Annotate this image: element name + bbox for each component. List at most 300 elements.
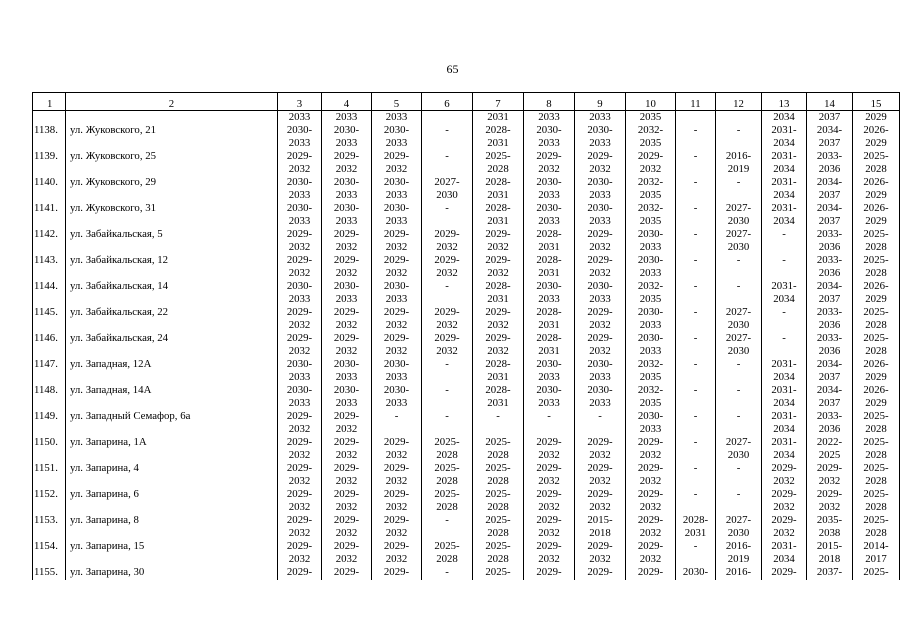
column-header: 14 bbox=[807, 93, 853, 111]
table-cell: 2026- 2029 bbox=[853, 124, 900, 150]
column-header: 1 bbox=[33, 93, 66, 111]
column-header: 12 bbox=[716, 93, 762, 111]
table-row bbox=[33, 176, 900, 202]
row-number: 1141. bbox=[33, 202, 66, 228]
table-row bbox=[33, 488, 900, 514]
table-cell: 2033 bbox=[575, 111, 626, 125]
table-row bbox=[33, 358, 900, 384]
table-cell: 2026- 2029 bbox=[853, 384, 900, 410]
table-cell bbox=[716, 111, 762, 125]
table-cell: 2029- 2032 bbox=[762, 514, 807, 540]
table-cell: 2025- 2028 bbox=[853, 436, 900, 462]
row-number: 1152. bbox=[33, 488, 66, 514]
row-number: 1142. bbox=[33, 228, 66, 254]
table-cell: - bbox=[716, 176, 762, 202]
table-cell: 2029- 2032 bbox=[322, 254, 372, 280]
row-number: 1146. bbox=[33, 332, 66, 358]
table-cell: - bbox=[676, 462, 716, 488]
row-address: ул. Запарина, 8 bbox=[66, 514, 278, 540]
table-cell: 2029- 2032 bbox=[575, 462, 626, 488]
row-address: ул. Запарина, 1А bbox=[66, 436, 278, 462]
table-cell: 2030- 2033 bbox=[575, 202, 626, 228]
table-cell: 2025- 2028 bbox=[473, 150, 524, 176]
table-cell: 2029- 2032 bbox=[372, 150, 422, 176]
table-cell: 2030- 2033 bbox=[278, 176, 322, 202]
column-header: 13 bbox=[762, 93, 807, 111]
row-number: 1138. bbox=[33, 124, 66, 150]
table-cell: 2029- 2032 bbox=[473, 332, 524, 358]
table-cell: - bbox=[762, 228, 807, 254]
table-row bbox=[33, 228, 900, 254]
table-cell: 2029- 2032 bbox=[322, 514, 372, 540]
table-cell: 2029- 2032 bbox=[278, 540, 322, 566]
table-cell: - bbox=[676, 228, 716, 254]
column-header: 6 bbox=[422, 93, 473, 111]
table-cell: - bbox=[676, 410, 716, 436]
table-cell: - bbox=[422, 384, 473, 410]
table-cell: 2031- 2034 bbox=[762, 150, 807, 176]
table-cell: - bbox=[372, 410, 422, 436]
table-cell: 2029- 2032 bbox=[322, 410, 372, 436]
table-cell: 2029- bbox=[626, 566, 676, 580]
table-cell: 2029- bbox=[372, 566, 422, 580]
table-cell: 2030- 2033 bbox=[372, 176, 422, 202]
table-cell: 2028- 2031 bbox=[676, 514, 716, 540]
table-cell: 2030- 2033 bbox=[524, 124, 575, 150]
table-cell: 2030- 2033 bbox=[322, 202, 372, 228]
table-cell: 2025- 2028 bbox=[853, 332, 900, 358]
table-cell: 2030- 2033 bbox=[575, 176, 626, 202]
table-cell: 2029- 2032 bbox=[626, 488, 676, 514]
table-cell bbox=[422, 111, 473, 125]
table-cell: 2029- 2032 bbox=[626, 462, 676, 488]
table-cell: 2027- 2030 bbox=[422, 176, 473, 202]
table-cell: 2029- 2032 bbox=[575, 254, 626, 280]
table-cell: 2030- 2033 bbox=[575, 280, 626, 306]
table-cell: 2029- 2032 bbox=[575, 332, 626, 358]
table-cell: - bbox=[676, 254, 716, 280]
row-address: ул. Забайкальская, 12 bbox=[66, 254, 278, 280]
table-cell bbox=[66, 111, 278, 125]
row-address: ул. Жуковского, 31 bbox=[66, 202, 278, 228]
column-header: 5 bbox=[372, 93, 422, 111]
table-cell: 2032- 2035 bbox=[626, 384, 676, 410]
row-number: 1147. bbox=[33, 358, 66, 384]
table-cell: 2031- 2034 bbox=[762, 176, 807, 202]
column-header: 4 bbox=[322, 93, 372, 111]
table-cell: 2029- 2032 bbox=[575, 228, 626, 254]
table-cell: 2030- 2033 bbox=[278, 384, 322, 410]
table-cell: 2029- 2032 bbox=[524, 462, 575, 488]
table-cell: 2029- 2032 bbox=[524, 150, 575, 176]
table-cell: 2029- 2032 bbox=[278, 150, 322, 176]
table-cell: 2029- 2032 bbox=[278, 410, 322, 436]
table-cell: 2029- 2032 bbox=[322, 306, 372, 332]
table-cell: 2022- 2025 bbox=[807, 436, 853, 462]
table-cell: 2028- 2031 bbox=[473, 176, 524, 202]
table-cell: 2030- 2033 bbox=[278, 124, 322, 150]
table-cell: 2029- 2032 bbox=[372, 332, 422, 358]
table-cell: 2029- 2032 bbox=[372, 540, 422, 566]
table-cell: 2029- 2032 bbox=[473, 306, 524, 332]
page-number: 65 bbox=[446, 62, 459, 76]
table-cell: 2035- 2038 bbox=[807, 514, 853, 540]
column-header: 7 bbox=[473, 93, 524, 111]
table-cell: 2028- 2031 bbox=[473, 358, 524, 384]
table-cell: 2029- 2032 bbox=[278, 228, 322, 254]
table-cell: 2033- 2036 bbox=[807, 332, 853, 358]
table-cell: 2032- 2035 bbox=[626, 124, 676, 150]
table-cell: 2030- 2033 bbox=[524, 202, 575, 228]
table-cell: 2030- bbox=[676, 566, 716, 580]
table-cell: 2029- 2032 bbox=[278, 514, 322, 540]
table-cell: 2029- 2032 bbox=[473, 254, 524, 280]
table-cell: 2029- 2032 bbox=[278, 462, 322, 488]
table-cell: 2025- 2028 bbox=[853, 150, 900, 176]
table-cell bbox=[676, 111, 716, 125]
table-cell: 2030- 2033 bbox=[372, 202, 422, 228]
row-address: ул. Забайкальская, 5 bbox=[66, 228, 278, 254]
table-cell: 2029- 2032 bbox=[762, 462, 807, 488]
table-cell: 2030- 2033 bbox=[372, 124, 422, 150]
column-header: 3 bbox=[278, 93, 322, 111]
table-cell: 2025- 2028 bbox=[853, 306, 900, 332]
table-cell: 2033 bbox=[372, 111, 422, 125]
table-row bbox=[33, 150, 900, 176]
table-cell: 2029- 2032 bbox=[575, 540, 626, 566]
table-cell: 2030- 2033 bbox=[322, 124, 372, 150]
table-cell: 2029- 2032 bbox=[575, 150, 626, 176]
table-cell: 2014- 2017 bbox=[853, 540, 900, 566]
table-cell: 2028- 2031 bbox=[473, 384, 524, 410]
table-cell: 2016- bbox=[716, 566, 762, 580]
table-cell: 2030- 2033 bbox=[322, 358, 372, 384]
table-cell: 2028- 2031 bbox=[524, 254, 575, 280]
table-cell: 2029- 2032 bbox=[524, 514, 575, 540]
row-address: ул. Забайкальская, 14 bbox=[66, 280, 278, 306]
table-cell: 2016- 2019 bbox=[716, 150, 762, 176]
table-cell: 2030- 2033 bbox=[575, 358, 626, 384]
table-cell: 2030- 2033 bbox=[575, 384, 626, 410]
row-number: 1139. bbox=[33, 150, 66, 176]
table-cell: 2029- 2032 bbox=[807, 488, 853, 514]
table-cell: 2025- 2028 bbox=[473, 488, 524, 514]
table-cell: 2037 bbox=[807, 111, 853, 125]
table-row bbox=[33, 202, 900, 228]
table-cell: - bbox=[716, 384, 762, 410]
table-cell: - bbox=[676, 306, 716, 332]
table-cell: 2027- 2030 bbox=[716, 202, 762, 228]
table-cell: 2029- 2032 bbox=[278, 306, 322, 332]
table-cell: 2025- 2028 bbox=[422, 540, 473, 566]
row-number: 1155. bbox=[33, 566, 66, 580]
table-cell: 2029- 2032 bbox=[524, 540, 575, 566]
table-cell: 2028- 2031 bbox=[473, 124, 524, 150]
table-cell: 2031- 2034 bbox=[762, 436, 807, 462]
table-cell: 2029- 2032 bbox=[322, 150, 372, 176]
table-cell: 2025- 2028 bbox=[473, 514, 524, 540]
table-cell: - bbox=[716, 462, 762, 488]
table-row bbox=[33, 514, 900, 540]
table-cell: - bbox=[676, 488, 716, 514]
row-number: 1143. bbox=[33, 254, 66, 280]
table-row bbox=[33, 566, 900, 580]
table-cell: - bbox=[676, 280, 716, 306]
table-cell: 2015- 2018 bbox=[807, 540, 853, 566]
table-cell: - bbox=[716, 358, 762, 384]
table-cell: 2030- 2033 bbox=[626, 228, 676, 254]
table-cell: 2029- 2032 bbox=[626, 436, 676, 462]
table-cell: 2029- 2032 bbox=[372, 488, 422, 514]
column-header: 2 bbox=[66, 93, 278, 111]
column-header: 9 bbox=[575, 93, 626, 111]
table-cell: 2029- 2032 bbox=[278, 488, 322, 514]
table-cell: 2032- 2035 bbox=[626, 280, 676, 306]
row-address: ул. Запарина, 15 bbox=[66, 540, 278, 566]
table-cell: 2029- 2032 bbox=[575, 436, 626, 462]
table-cell: 2033- 2036 bbox=[807, 150, 853, 176]
table-cell: 2034- 2037 bbox=[807, 280, 853, 306]
table-cell: 2031 bbox=[473, 111, 524, 125]
table-cell: 2028- 2031 bbox=[473, 280, 524, 306]
table-cell: 2029- 2032 bbox=[422, 332, 473, 358]
row-address: ул. Западный Семафор, 6а bbox=[66, 410, 278, 436]
table-cell: 2030- 2033 bbox=[575, 124, 626, 150]
table-cell: 2029- 2032 bbox=[372, 228, 422, 254]
table-cell: - bbox=[676, 358, 716, 384]
row-number: 1145. bbox=[33, 306, 66, 332]
row-number: 1140. bbox=[33, 176, 66, 202]
table-cell: - bbox=[716, 280, 762, 306]
table-cell: 2034- 2037 bbox=[807, 202, 853, 228]
table-cell: 2031- 2034 bbox=[762, 202, 807, 228]
row-address: ул. Жуковского, 29 bbox=[66, 176, 278, 202]
table-cell: 2037- bbox=[807, 566, 853, 580]
table-cell: 2025- bbox=[853, 566, 900, 580]
table-cell: - bbox=[716, 254, 762, 280]
table-cell: 2025- 2028 bbox=[422, 436, 473, 462]
carry-over-row bbox=[33, 111, 900, 125]
table-cell: - bbox=[422, 358, 473, 384]
table-cell: 2030- 2033 bbox=[372, 384, 422, 410]
table-cell: 2029- 2032 bbox=[278, 254, 322, 280]
table-cell: - bbox=[762, 254, 807, 280]
table-cell: - bbox=[676, 124, 716, 150]
row-address: ул. Забайкальская, 22 bbox=[66, 306, 278, 332]
table-cell: 2025- 2028 bbox=[473, 540, 524, 566]
table-cell: - bbox=[676, 176, 716, 202]
row-number: 1150. bbox=[33, 436, 66, 462]
table-cell: 2033- 2036 bbox=[807, 228, 853, 254]
table-cell: - bbox=[422, 202, 473, 228]
table-cell: 2025- bbox=[473, 566, 524, 580]
table-cell: 2029- 2032 bbox=[473, 228, 524, 254]
table-cell: 2029- 2032 bbox=[278, 332, 322, 358]
row-address: ул. Забайкальская, 24 bbox=[66, 332, 278, 358]
row-address: ул. Запарина, 4 bbox=[66, 462, 278, 488]
table-cell: 2029- 2032 bbox=[626, 514, 676, 540]
table-cell: 2029- 2032 bbox=[575, 488, 626, 514]
row-number: 1149. bbox=[33, 410, 66, 436]
table-cell: 2030- 2033 bbox=[626, 332, 676, 358]
table-cell: 2027- 2030 bbox=[716, 306, 762, 332]
table-cell: 2030- 2033 bbox=[322, 384, 372, 410]
table-cell: 2029- 2032 bbox=[372, 306, 422, 332]
table-cell: - bbox=[575, 410, 626, 436]
table-cell: 2031- 2034 bbox=[762, 540, 807, 566]
table-cell: 2025- 2028 bbox=[853, 462, 900, 488]
table-cell: 2026- 2029 bbox=[853, 176, 900, 202]
table-cell: 2028- 2031 bbox=[524, 332, 575, 358]
table-cell: 2031- 2034 bbox=[762, 124, 807, 150]
table-cell: 2030- 2033 bbox=[278, 202, 322, 228]
table-cell: 2029- 2032 bbox=[524, 488, 575, 514]
table-body bbox=[33, 111, 900, 581]
schedule-table bbox=[32, 92, 900, 580]
table-cell: 2029- 2032 bbox=[322, 488, 372, 514]
table-cell: - bbox=[716, 410, 762, 436]
table-cell bbox=[33, 111, 66, 125]
table-cell: 2025- 2028 bbox=[853, 410, 900, 436]
table-cell: 2034- 2037 bbox=[807, 124, 853, 150]
table-cell: 2029- 2032 bbox=[278, 436, 322, 462]
table-cell: 2029- 2032 bbox=[372, 254, 422, 280]
table-row bbox=[33, 280, 900, 306]
column-header: 15 bbox=[853, 93, 900, 111]
table-cell: 2029- 2032 bbox=[524, 436, 575, 462]
table-cell: - bbox=[762, 306, 807, 332]
table-cell: - bbox=[473, 410, 524, 436]
table-row bbox=[33, 306, 900, 332]
table-cell: 2033- 2036 bbox=[807, 254, 853, 280]
table-cell: 2029- 2032 bbox=[372, 514, 422, 540]
header-row bbox=[33, 93, 900, 111]
table-cell: 2029- 2032 bbox=[575, 306, 626, 332]
table-row bbox=[33, 124, 900, 150]
table-cell: 2026- 2029 bbox=[853, 358, 900, 384]
table-cell: - bbox=[422, 150, 473, 176]
table-cell: - bbox=[524, 410, 575, 436]
table-row bbox=[33, 540, 900, 566]
table-cell: 2029- 2032 bbox=[322, 228, 372, 254]
table-cell: - bbox=[676, 384, 716, 410]
table-cell: 2027- 2030 bbox=[716, 436, 762, 462]
table-cell: 2026- 2029 bbox=[853, 280, 900, 306]
table-cell: 2025- 2028 bbox=[422, 488, 473, 514]
table-cell: 2034- 2037 bbox=[807, 384, 853, 410]
table-cell: 2031- 2034 bbox=[762, 358, 807, 384]
table-cell: 2029- 2032 bbox=[322, 540, 372, 566]
table-cell: 2030- 2033 bbox=[322, 280, 372, 306]
table-cell: 2029- 2032 bbox=[322, 436, 372, 462]
table-cell: 2029- bbox=[322, 566, 372, 580]
table-cell: 2029- bbox=[524, 566, 575, 580]
table-cell: 2025- 2028 bbox=[853, 228, 900, 254]
column-header: 8 bbox=[524, 93, 575, 111]
table-cell: 2031- 2034 bbox=[762, 410, 807, 436]
column-header: 11 bbox=[676, 93, 716, 111]
table-cell: 2030- 2033 bbox=[322, 176, 372, 202]
table-cell: 2031- 2034 bbox=[762, 384, 807, 410]
table-cell: 2034 bbox=[762, 111, 807, 125]
table-cell: 2027- 2030 bbox=[716, 514, 762, 540]
table-cell: 2029- 2032 bbox=[422, 306, 473, 332]
table-cell: 2029- 2032 bbox=[422, 254, 473, 280]
table-cell: 2030- 2033 bbox=[524, 358, 575, 384]
table-cell: 2030- 2033 bbox=[278, 280, 322, 306]
row-address: ул. Запарина, 6 bbox=[66, 488, 278, 514]
table-cell: 2030- 2033 bbox=[626, 254, 676, 280]
table-cell: - bbox=[422, 280, 473, 306]
row-address: ул. Жуковского, 21 bbox=[66, 124, 278, 150]
table-cell: - bbox=[676, 202, 716, 228]
table-cell: 2029- 2032 bbox=[372, 462, 422, 488]
table-cell: 2027- 2030 bbox=[716, 332, 762, 358]
table-cell: 2028- 2031 bbox=[524, 306, 575, 332]
table-cell: 2032- 2035 bbox=[626, 358, 676, 384]
table-row bbox=[33, 384, 900, 410]
row-number: 1148. bbox=[33, 384, 66, 410]
table-cell: 2029- bbox=[278, 566, 322, 580]
table-cell: - bbox=[716, 488, 762, 514]
row-number: 1154. bbox=[33, 540, 66, 566]
row-address: ул. Западная, 12А bbox=[66, 358, 278, 384]
row-address: ул. Запарина, 30 bbox=[66, 566, 278, 580]
table-cell: 2030- 2033 bbox=[278, 358, 322, 384]
table-cell: - bbox=[422, 514, 473, 540]
table-cell: 2033 bbox=[322, 111, 372, 125]
table-cell: 2025- 2028 bbox=[473, 462, 524, 488]
column-header: 10 bbox=[626, 93, 676, 111]
table-cell: 2016- 2019 bbox=[716, 540, 762, 566]
table-cell: - bbox=[676, 332, 716, 358]
table-row bbox=[33, 332, 900, 358]
table-cell: 2025- 2028 bbox=[853, 514, 900, 540]
table-cell: 2033- 2036 bbox=[807, 410, 853, 436]
table-cell: 2026- 2029 bbox=[853, 202, 900, 228]
table-cell: 2033 bbox=[278, 111, 322, 125]
table-cell: 2035 bbox=[626, 111, 676, 125]
table-cell: - bbox=[762, 332, 807, 358]
table-cell: 2029- 2032 bbox=[762, 488, 807, 514]
table-cell: 2033 bbox=[524, 111, 575, 125]
table-row bbox=[33, 462, 900, 488]
table-cell: 2028- 2031 bbox=[524, 228, 575, 254]
table-cell: 2031- 2034 bbox=[762, 280, 807, 306]
table-cell: 2032- 2035 bbox=[626, 176, 676, 202]
row-number: 1153. bbox=[33, 514, 66, 540]
table-cell: 2029- 2032 bbox=[322, 332, 372, 358]
table-cell: 2034- 2037 bbox=[807, 176, 853, 202]
table-cell: - bbox=[422, 410, 473, 436]
row-address: ул. Западная, 14А bbox=[66, 384, 278, 410]
row-address: ул. Жуковского, 25 bbox=[66, 150, 278, 176]
table-cell: - bbox=[676, 540, 716, 566]
table-cell: 2030- 2033 bbox=[524, 280, 575, 306]
table-cell: 2029- 2032 bbox=[322, 462, 372, 488]
table-cell: 2029 bbox=[853, 111, 900, 125]
table-row bbox=[33, 410, 900, 436]
table-cell: 2025- 2028 bbox=[422, 462, 473, 488]
table-cell: 2025- 2028 bbox=[473, 436, 524, 462]
table-cell: - bbox=[716, 124, 762, 150]
table-cell: 2029- 2032 bbox=[626, 540, 676, 566]
table-cell: 2015- 2018 bbox=[575, 514, 626, 540]
table-cell: 2027- 2030 bbox=[716, 228, 762, 254]
table-cell: 2030- 2033 bbox=[524, 384, 575, 410]
table-cell: 2029- 2032 bbox=[422, 228, 473, 254]
table-row bbox=[33, 436, 900, 462]
